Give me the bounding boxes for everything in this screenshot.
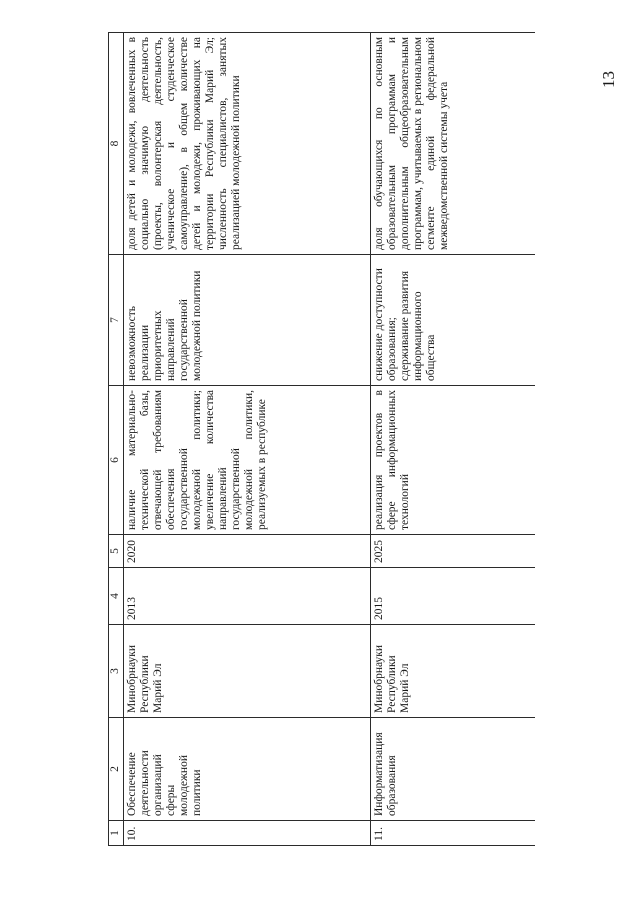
measure-name: Обеспечение деятельности организаций сферы молодежной политики xyxy=(124,718,371,821)
expected-result: реализация проектов в сфере информационных технологий xyxy=(371,386,536,535)
column-header-2: 2 xyxy=(109,718,124,821)
responsible-executor: Минобрнауки Республики Марий Эл xyxy=(124,625,371,718)
related-indicators: доля детей и молодежи, вовлеченных в социально значимую деятельность (проекты, волонтерская деятельность, ученическое и студенческое самоуправление), в общем количестве детей и молодежи, проживающих на территории Республики Марий Эл; численность специалистов, занятых реализацией молодежной политики xyxy=(124,33,371,255)
landscape-table-wrapper xyxy=(108,37,559,846)
row-number: 11. xyxy=(371,821,536,846)
column-header-5: 5 xyxy=(109,535,124,568)
start-year: 2013 xyxy=(124,568,371,625)
expected-result: наличие материально-технической базы, отвечающей требованиям обеспечения государственной молодежной политики; увеличение количества направлений государственной молодежной политики, реализуемых в республике xyxy=(124,386,371,535)
column-header-8: 8 xyxy=(109,33,124,255)
column-header-6: 6 xyxy=(109,386,124,535)
end-year: 2020 xyxy=(124,535,371,568)
related-indicators: доля обучающихся по основным образовательным программам и дополнительным общеобразовательным программам, учитываемых в региональном сегменте единой федеральной межведомственной системы учета xyxy=(371,33,536,255)
row-number: 10. xyxy=(124,821,371,846)
table-header-row xyxy=(109,33,124,846)
table-row xyxy=(124,33,371,846)
column-header-1: 1 xyxy=(109,821,124,846)
column-header-3: 3 xyxy=(109,625,124,718)
column-header-7: 7 xyxy=(109,255,124,386)
program-measures-table xyxy=(108,32,535,846)
measure-name: Информатизация образования xyxy=(371,718,536,821)
responsible-executor: Минобрнауки Республики Марий Эл xyxy=(371,625,536,718)
table-row xyxy=(371,33,536,846)
page-number: 13 xyxy=(599,71,618,88)
non-implementation-consequences: снижение доступности образования; сдерживание развития информационного общества xyxy=(371,255,536,386)
column-header-4: 4 xyxy=(109,568,124,625)
start-year: 2015 xyxy=(371,568,536,625)
end-year: 2025 xyxy=(371,535,536,568)
non-implementation-consequences: невозможность реализации приоритетных направлений государственной молодежной политики xyxy=(124,255,371,386)
